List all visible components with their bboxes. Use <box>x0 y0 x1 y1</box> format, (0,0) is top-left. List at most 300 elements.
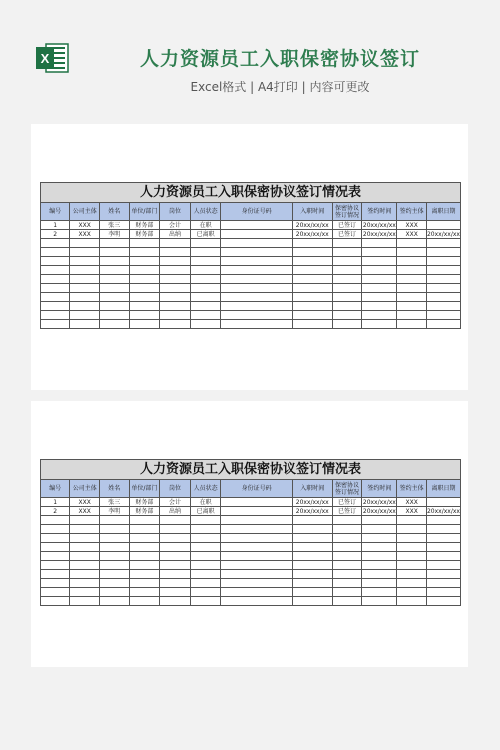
table-body <box>41 221 461 329</box>
column-header: 单位/部门 <box>129 203 160 221</box>
table-cell <box>221 293 292 302</box>
table-cell <box>332 239 362 248</box>
column-header: 保密协议签订情况 <box>332 480 362 498</box>
column-header: 入职时间 <box>292 203 332 221</box>
table-cell <box>397 293 427 302</box>
table-cell: 20xx/xx/xx <box>362 230 396 238</box>
table-cell <box>160 552 191 561</box>
table-cell <box>41 320 70 329</box>
table-cell <box>41 534 70 543</box>
table-cell <box>41 266 70 275</box>
empty-table-row <box>41 597 461 606</box>
table-cell: 会计 <box>160 221 191 230</box>
table-cell <box>70 597 100 606</box>
empty-table-row <box>41 275 461 284</box>
table-cell <box>190 561 221 570</box>
table-cell <box>100 284 130 293</box>
table-cell <box>426 516 460 525</box>
table-cell <box>292 302 332 311</box>
table-cell <box>190 239 221 248</box>
table-cell <box>70 543 100 552</box>
table-cell <box>41 284 70 293</box>
table-cell <box>190 311 221 320</box>
table-cell <box>332 561 362 570</box>
table-cell <box>41 561 70 570</box>
table-cell <box>332 534 362 543</box>
table-cell <box>190 525 221 534</box>
table-cell <box>362 543 397 552</box>
table-cell <box>160 579 191 588</box>
table-cell <box>292 561 332 570</box>
table-header-row <box>41 203 461 221</box>
table-row <box>41 230 461 239</box>
table-cell <box>221 284 292 293</box>
table-cell <box>426 570 460 579</box>
table-cell <box>221 248 292 257</box>
table-cell: XXX <box>70 230 100 239</box>
table-cell <box>70 239 100 248</box>
table-cell: 已签订 <box>332 498 362 507</box>
table-cell <box>129 266 160 275</box>
empty-table-row <box>41 588 461 597</box>
column-header: 姓名 <box>100 203 130 221</box>
table-cell <box>100 320 130 329</box>
table-cell <box>221 525 292 534</box>
empty-table-row <box>41 311 461 320</box>
table-cell <box>332 248 362 257</box>
column-header: 签约时间 <box>362 203 397 221</box>
table-cell: 李明 <box>100 230 130 239</box>
table-cell <box>129 561 160 570</box>
table-cell <box>70 248 100 257</box>
table-cell <box>129 597 160 606</box>
sheet-title: 人力资源员工入职保密协议签订情况表 <box>40 182 461 202</box>
table-cell: 在职 <box>190 221 221 230</box>
table-cell <box>426 498 460 507</box>
table-cell <box>221 239 292 248</box>
table-cell: 已签订 <box>332 221 362 230</box>
table-cell <box>100 561 130 570</box>
table-cell <box>160 570 191 579</box>
table-cell: 20xx/xx/xx <box>426 507 460 515</box>
empty-table-row <box>41 561 461 570</box>
table-cell <box>397 525 427 534</box>
table-row <box>41 498 461 507</box>
table-cell <box>100 275 130 284</box>
table-cell <box>397 239 427 248</box>
table-cell: 20xx/xx/xx <box>292 498 332 507</box>
table-cell <box>70 516 100 525</box>
empty-table-row <box>41 248 461 257</box>
table-cell <box>129 257 160 266</box>
table-cell <box>221 579 292 588</box>
table-cell: 20xx/xx/xx <box>292 221 332 230</box>
column-header: 签约主体 <box>397 203 427 221</box>
table-cell <box>129 320 160 329</box>
table-cell <box>41 543 70 552</box>
table-cell <box>70 552 100 561</box>
table-cell <box>100 266 130 275</box>
column-header: 岗位 <box>160 480 191 498</box>
table-cell <box>160 543 191 552</box>
table-cell <box>362 275 397 284</box>
table-cell <box>362 534 397 543</box>
table-cell <box>362 257 397 266</box>
table-cell <box>160 275 191 284</box>
table-cell <box>100 257 130 266</box>
table-cell <box>41 579 70 588</box>
column-header: 姓名 <box>100 480 130 498</box>
table-cell <box>292 525 332 534</box>
svg-text:X: X <box>40 51 50 66</box>
table-cell <box>292 239 332 248</box>
table-cell <box>426 543 460 552</box>
table-cell <box>190 293 221 302</box>
table-cell <box>41 257 70 266</box>
table-cell <box>397 257 427 266</box>
table-cell <box>397 275 427 284</box>
table-cell <box>190 275 221 284</box>
empty-table-row <box>41 293 461 302</box>
table-cell <box>221 597 292 606</box>
table-cell: XXX <box>397 507 427 516</box>
table-cell <box>397 311 427 320</box>
table-cell <box>129 275 160 284</box>
empty-table-row <box>41 570 461 579</box>
column-header: 身份证号码 <box>221 203 292 221</box>
table-cell <box>332 293 362 302</box>
table-cell <box>397 597 427 606</box>
table-header-row <box>41 480 461 498</box>
table-cell <box>362 570 397 579</box>
table-cell <box>100 302 130 311</box>
table-cell: XXX <box>397 230 427 239</box>
empty-table-row <box>41 239 461 248</box>
table-cell <box>332 284 362 293</box>
table-cell <box>70 311 100 320</box>
table-cell <box>292 293 332 302</box>
table-cell <box>221 552 292 561</box>
table-cell <box>221 257 292 266</box>
table-cell <box>362 284 397 293</box>
table-cell <box>426 257 460 266</box>
table-cell <box>129 543 160 552</box>
table-row <box>41 507 461 516</box>
column-header: 签约主体 <box>397 480 427 498</box>
page-header <box>0 0 500 110</box>
table-cell <box>41 302 70 311</box>
table-cell <box>221 561 292 570</box>
data-table <box>40 202 461 329</box>
table-cell <box>426 579 460 588</box>
table-cell <box>190 543 221 552</box>
table-cell <box>190 302 221 311</box>
column-header: 离职日期 <box>426 480 460 498</box>
table-cell <box>129 239 160 248</box>
table-cell <box>397 588 427 597</box>
table-cell: XXX <box>70 221 100 230</box>
table-cell: 张三 <box>100 498 130 507</box>
table-cell <box>362 311 397 320</box>
table-cell: 已签订 <box>332 507 362 516</box>
table-cell: 1 <box>41 221 70 230</box>
table-cell <box>332 257 362 266</box>
table-cell <box>292 543 332 552</box>
table-cell <box>292 597 332 606</box>
table-cell <box>332 579 362 588</box>
table-cell <box>397 579 427 588</box>
table-cell <box>292 275 332 284</box>
column-header: 单位/部门 <box>129 480 160 498</box>
table-cell <box>292 579 332 588</box>
column-header: 身份证号码 <box>221 480 292 498</box>
table-cell: 财务部 <box>129 221 160 230</box>
empty-table-row <box>41 284 461 293</box>
empty-table-row <box>41 516 461 525</box>
table-cell <box>397 248 427 257</box>
table-cell <box>362 579 397 588</box>
table-cell <box>397 320 427 329</box>
table-cell <box>332 570 362 579</box>
table-cell: 20xx/xx/xx <box>362 498 396 506</box>
table-cell <box>292 552 332 561</box>
table-cell <box>41 597 70 606</box>
table-cell <box>70 302 100 311</box>
table-cell <box>362 266 397 275</box>
table-cell: XXX <box>397 221 427 230</box>
empty-table-row <box>41 525 461 534</box>
excel-icon <box>34 42 70 74</box>
table-cell: XXX <box>397 498 427 507</box>
table-cell: 20xx/xx/xx <box>426 230 460 238</box>
table-cell <box>426 588 460 597</box>
table-cell <box>292 534 332 543</box>
table-cell <box>397 284 427 293</box>
table-cell <box>362 525 397 534</box>
table-cell <box>362 248 397 257</box>
table-cell <box>190 552 221 561</box>
table-cell <box>426 275 460 284</box>
table-cell <box>41 588 70 597</box>
table-cell <box>70 293 100 302</box>
table-cell: 2 <box>41 230 70 239</box>
table-cell: 会计 <box>160 498 191 507</box>
table-cell <box>190 320 221 329</box>
table-cell <box>292 257 332 266</box>
table-cell: 财务部 <box>129 498 160 507</box>
table-cell <box>221 507 292 516</box>
table-cell: 出纳 <box>160 507 191 516</box>
table-cell <box>100 293 130 302</box>
column-header: 岗位 <box>160 203 191 221</box>
table-cell: 李明 <box>100 507 130 516</box>
table-cell <box>426 248 460 257</box>
table-cell <box>129 248 160 257</box>
table-cell <box>70 579 100 588</box>
column-header: 公司主体 <box>70 480 100 498</box>
table-cell <box>362 293 397 302</box>
table-cell <box>397 534 427 543</box>
table-cell <box>129 570 160 579</box>
table-cell <box>426 221 460 230</box>
table-cell: 1 <box>41 498 70 507</box>
table-cell <box>292 320 332 329</box>
table-cell <box>397 302 427 311</box>
table-cell: 已离职 <box>190 230 221 239</box>
table-cell <box>190 570 221 579</box>
column-header: 人员状态 <box>190 480 221 498</box>
table-cell <box>221 275 292 284</box>
table-cell <box>70 561 100 570</box>
table-cell <box>160 588 191 597</box>
spreadsheet <box>40 459 468 606</box>
table-cell <box>100 239 130 248</box>
table-cell <box>160 534 191 543</box>
table-cell <box>362 552 397 561</box>
table-cell <box>332 516 362 525</box>
table-cell <box>362 239 397 248</box>
empty-table-row <box>41 534 461 543</box>
table-cell <box>190 534 221 543</box>
table-cell <box>426 293 460 302</box>
table-cell <box>221 534 292 543</box>
table-cell <box>362 561 397 570</box>
table-cell <box>160 293 191 302</box>
table-cell: 2 <box>41 507 70 516</box>
table-cell <box>41 552 70 561</box>
table-cell <box>129 302 160 311</box>
table-cell <box>221 498 292 507</box>
table-cell <box>292 311 332 320</box>
table-cell <box>332 275 362 284</box>
table-cell <box>100 570 130 579</box>
table-cell <box>426 302 460 311</box>
table-cell <box>41 293 70 302</box>
table-cell <box>190 266 221 275</box>
table-cell <box>100 552 130 561</box>
preview-page-2 <box>31 401 468 667</box>
table-cell <box>332 311 362 320</box>
empty-table-row <box>41 266 461 275</box>
table-cell <box>190 257 221 266</box>
table-cell <box>221 588 292 597</box>
data-table <box>40 479 461 606</box>
table-cell <box>221 230 292 239</box>
table-cell <box>426 284 460 293</box>
table-cell <box>362 588 397 597</box>
table-cell <box>190 516 221 525</box>
table-cell <box>332 320 362 329</box>
empty-table-row <box>41 579 461 588</box>
table-cell <box>70 275 100 284</box>
table-cell <box>100 579 130 588</box>
table-cell <box>160 516 191 525</box>
table-cell <box>397 266 427 275</box>
spreadsheet <box>40 182 468 329</box>
table-cell <box>70 257 100 266</box>
table-cell <box>129 293 160 302</box>
table-cell: 20xx/xx/xx <box>292 507 332 516</box>
table-cell: 财务部 <box>129 507 160 516</box>
table-cell <box>129 579 160 588</box>
table-cell <box>129 284 160 293</box>
table-cell <box>332 597 362 606</box>
table-cell <box>100 534 130 543</box>
table-cell <box>100 588 130 597</box>
table-cell <box>292 284 332 293</box>
table-cell <box>41 248 70 257</box>
column-header: 签约时间 <box>362 480 397 498</box>
table-cell <box>397 543 427 552</box>
table-cell <box>160 561 191 570</box>
column-header: 保密协议签订情况 <box>332 203 362 221</box>
table-cell: XXX <box>70 498 100 507</box>
table-cell <box>41 239 70 248</box>
table-cell <box>332 543 362 552</box>
table-cell <box>426 597 460 606</box>
table-cell <box>426 311 460 320</box>
table-cell <box>362 597 397 606</box>
table-cell <box>426 266 460 275</box>
table-cell <box>292 266 332 275</box>
table-cell <box>41 516 70 525</box>
table-cell <box>332 525 362 534</box>
table-cell <box>332 266 362 275</box>
table-cell: 20xx/xx/xx <box>292 230 332 239</box>
column-header: 编号 <box>41 203 70 221</box>
table-cell <box>292 588 332 597</box>
table-cell <box>70 534 100 543</box>
table-cell <box>221 302 292 311</box>
table-cell <box>41 570 70 579</box>
table-cell <box>160 311 191 320</box>
table-body <box>41 498 461 606</box>
table-cell <box>292 570 332 579</box>
table-cell <box>426 320 460 329</box>
table-cell: 出纳 <box>160 230 191 239</box>
table-cell <box>221 543 292 552</box>
table-cell <box>426 552 460 561</box>
column-header: 人员状态 <box>190 203 221 221</box>
table-cell <box>129 552 160 561</box>
table-cell <box>221 221 292 230</box>
table-cell <box>160 284 191 293</box>
table-cell: XXX <box>70 507 100 516</box>
table-cell <box>221 311 292 320</box>
table-cell <box>190 588 221 597</box>
table-cell: 在职 <box>190 498 221 507</box>
column-header: 离职日期 <box>426 203 460 221</box>
table-cell <box>397 561 427 570</box>
table-cell <box>160 257 191 266</box>
table-cell <box>41 525 70 534</box>
column-header: 公司主体 <box>70 203 100 221</box>
table-cell <box>70 588 100 597</box>
table-cell <box>362 516 397 525</box>
table-cell <box>100 516 130 525</box>
table-cell <box>426 239 460 248</box>
sheet-title: 人力资源员工入职保密协议签订情况表 <box>40 459 461 479</box>
table-cell <box>100 525 130 534</box>
empty-table-row <box>41 320 461 329</box>
table-cell <box>70 266 100 275</box>
table-cell <box>160 320 191 329</box>
table-cell <box>221 266 292 275</box>
table-cell <box>100 543 130 552</box>
empty-table-row <box>41 543 461 552</box>
table-cell <box>70 525 100 534</box>
table-cell <box>221 570 292 579</box>
